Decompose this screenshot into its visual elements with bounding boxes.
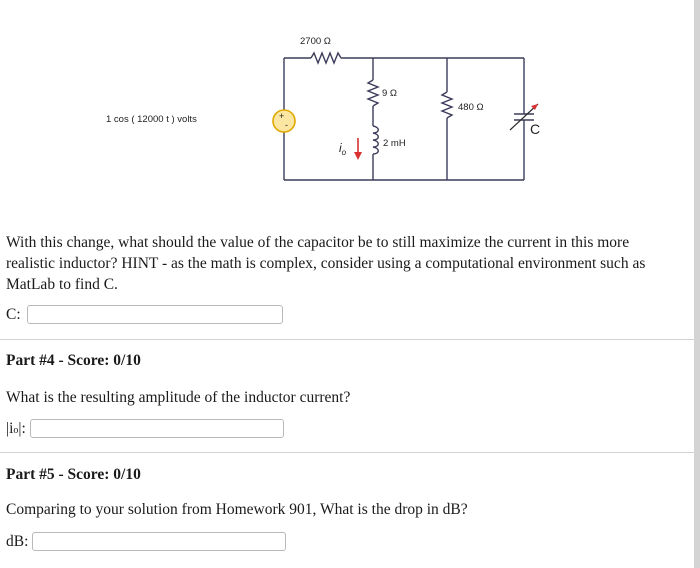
- svg-text:-: -: [285, 120, 288, 130]
- question-3-text: With this change, what should the value of the capacitor be to still maximize the current in this more realistic inductor? HINT - as the math is complex, consider using a computational environment such as MatLab to find C.: [6, 234, 646, 293]
- part-5-title: Part #5 - Score: 0/10: [6, 466, 141, 483]
- db-input[interactable]: [32, 532, 286, 551]
- part-5-question: Comparing to your solution from Homework 901, What is the drop in dB?: [6, 501, 468, 518]
- capacitor-label: C: [530, 121, 541, 137]
- r3-label: 480 Ω: [458, 102, 484, 113]
- part-4-question: What is the resulting amplitude of the inductor current?: [6, 389, 351, 406]
- resistor-2700: [311, 53, 341, 63]
- svg-text:+: +: [279, 111, 285, 121]
- r1-label: 2700 Ω: [300, 36, 331, 47]
- inductor-current-input-label: |i o |:: [6, 419, 26, 437]
- inductor-label: 2 mH: [383, 138, 406, 149]
- db-input-label: dB:: [6, 532, 29, 550]
- capacitor-input-label: C:: [6, 305, 21, 323]
- db-answer-row: [6, 532, 286, 551]
- section-divider: [0, 339, 694, 340]
- part-4-title: Part #4 - Score: 0/10: [6, 352, 141, 369]
- r2-label: 9 Ω: [382, 88, 398, 99]
- resistor-480: [442, 92, 452, 118]
- inductor-2mh: [373, 126, 378, 154]
- scrollbar[interactable]: [694, 0, 700, 568]
- resistor-9: [368, 80, 378, 106]
- current-label: $i_o$: [339, 141, 347, 157]
- capacitor-input[interactable]: [27, 305, 283, 324]
- inductor-current-answer-row: [6, 419, 284, 438]
- inductor-current-input[interactable]: [30, 419, 284, 438]
- circuit-diagram: [0, 0, 700, 200]
- capacitor-answer-row: [6, 305, 283, 324]
- section-divider: [0, 452, 694, 453]
- source-label: 1 cos ( 12000 t ) volts: [106, 114, 197, 125]
